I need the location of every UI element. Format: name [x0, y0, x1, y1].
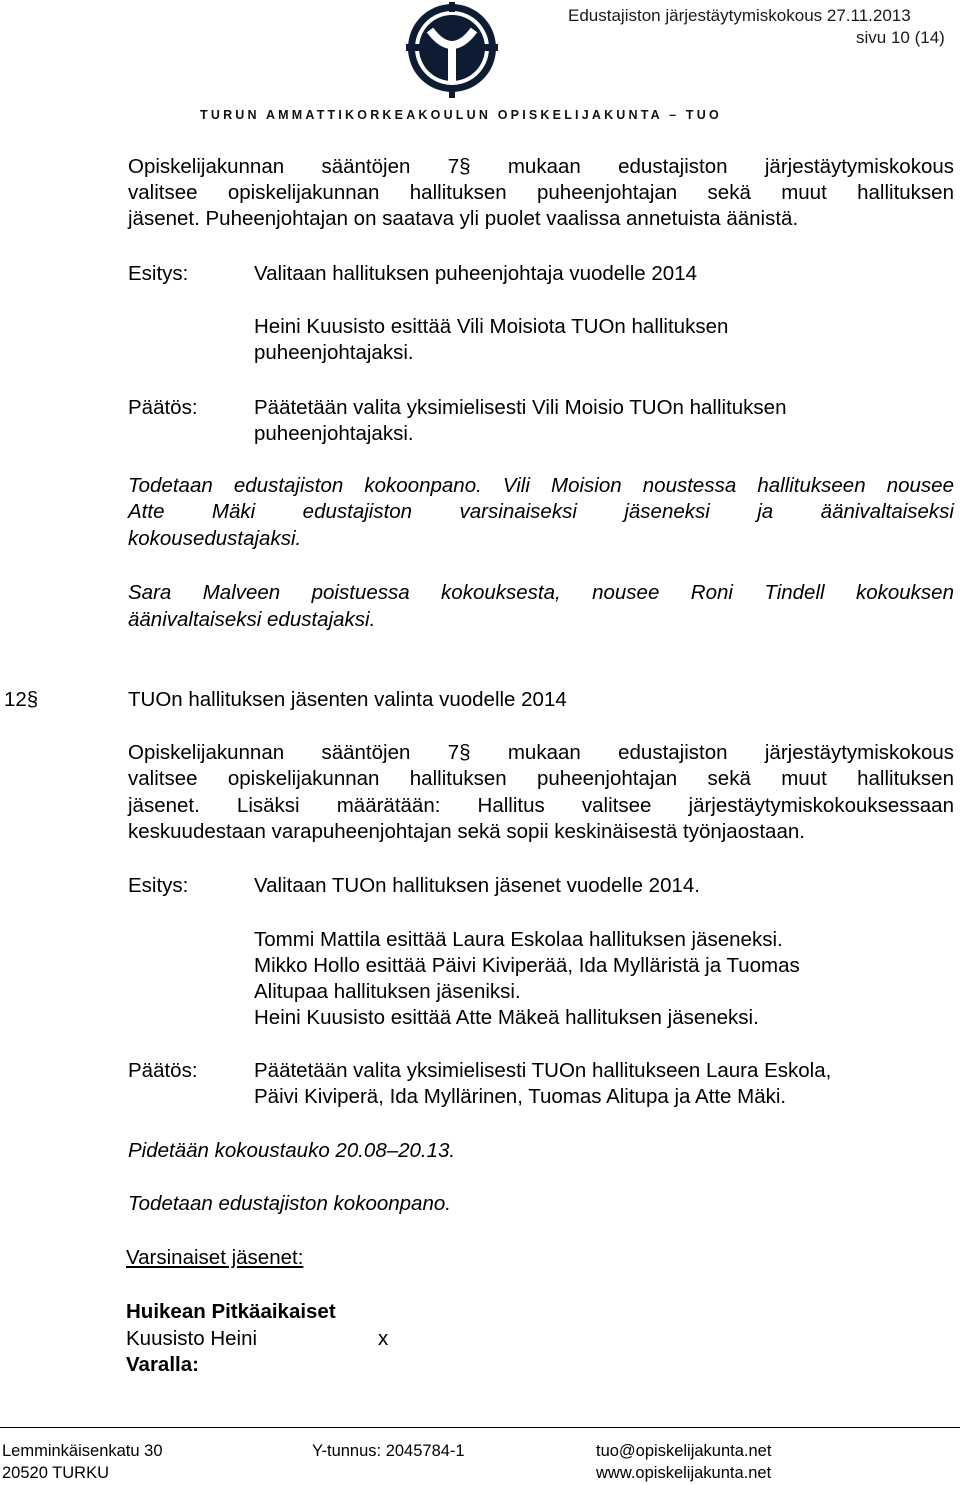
document-title: Edustajiston järjestäytymiskokous 27.11.2013: [568, 6, 911, 25]
group-name: Huikean Pitkäaikaiset: [126, 1300, 336, 1323]
substitution-note-line: Sara Malveen poistuessa kokouksesta, nousee Roni Tindell kokouksen: [128, 581, 954, 604]
section-paragraph-line: jäsenet. Lisäksi määrätään: Hallitus valitsee järjestäytymiskokouksessaan: [128, 794, 954, 817]
footer-divider: [0, 1427, 960, 1428]
esitys-nomination-line: Heini Kuusisto esittää Atte Mäkeä hallituksen jäseneksi.: [254, 1006, 759, 1029]
esitys-nomination-line: Alitupaa hallituksen jäseniksi.: [254, 980, 521, 1003]
substitution-note-line: äänivaltaiseksi edustajaksi.: [128, 608, 376, 631]
break-note: Pidetään kokoustauko 20.08–20.13.: [128, 1139, 456, 1162]
paatos-text-line: Päivi Kiviperä, Ida Myllärinen, Tuomas Alitupa ja Atte Mäki.: [254, 1085, 787, 1108]
footer-website-link[interactable]: www.opiskelijakunta.net: [596, 1464, 772, 1482]
intro-line-3: jäsenet. Puheenjohtajan on saatava yli puolet vaalissa annetuista äänistä.: [128, 207, 799, 230]
deputies-label: Varalla:: [126, 1353, 199, 1376]
section-paragraph-line: keskuudestaan varapuheenjohtajan sekä sopii keskinäisestä työnjaostaan.: [128, 820, 805, 843]
footer-address-city: 20520 TURKU: [2, 1464, 110, 1482]
esitys-nomination-line: puheenjohtajaksi.: [254, 341, 414, 364]
paatos-label: Päätös:: [128, 396, 198, 419]
member-present-mark: x: [378, 1327, 389, 1350]
page-number: sivu 10 (14): [856, 28, 945, 47]
esitys-nomination-line: Mikko Hollo esittää Päivi Kiviperää, Ida Mylläristä ja Tuomas: [254, 954, 800, 977]
esitys-nomination-line: Heini Kuusisto esittää Vili Moisiota TUOn hallituksen: [254, 315, 729, 338]
organization-name: TURUN AMMATTIKORKEAKOULUN OPISKELIJAKUNTA – TUO: [200, 108, 722, 122]
composition-note: Todetaan edustajiston kokoonpano.: [128, 1192, 451, 1215]
paatos-text-line: puheenjohtajaksi.: [254, 422, 414, 445]
footer-address-street: Lemminkäisenkatu 30: [2, 1442, 163, 1460]
section-paragraph-line: Opiskelijakunnan sääntöjen 7§ mukaan edustajiston järjestäytymiskokous: [128, 741, 954, 764]
footer-email-link[interactable]: tuo@opiskelijakunta.net: [596, 1442, 772, 1460]
paatos-label: Päätös:: [128, 1059, 198, 1082]
composition-note-line: Todetaan edustajiston kokoonpano. Vili Moision noustessa hallitukseen nousee: [128, 474, 954, 497]
paatos-text-line: Päätetään valita yksimielisesti TUOn hallitukseen Laura Eskola,: [254, 1059, 832, 1082]
paatos-text-line: Päätetään valita yksimielisesti Vili Moisio TUOn hallituksen: [254, 396, 787, 419]
composition-note-line: Atte Mäki edustajiston varsinaiseksi jäseneksi ja äänivaltaiseksi: [128, 500, 954, 523]
member-name: Kuusisto Heini: [126, 1327, 258, 1350]
esitys-nomination-line: Tommi Mattila esittää Laura Eskolaa hallituksen jäseneksi.: [254, 928, 783, 951]
intro-line-1: Opiskelijakunnan sääntöjen 7§ mukaan edustajiston järjestäytymiskokous: [128, 155, 954, 178]
section-title: TUOn hallituksen jäsenten valinta vuodelle 2014: [128, 688, 567, 711]
tuo-logo-icon: [400, 0, 504, 102]
esitys-text: Valitaan TUOn hallituksen jäsenet vuodelle 2014.: [254, 874, 700, 897]
section-number: 12§: [4, 688, 39, 711]
members-heading: Varsinaiset jäsenet:: [126, 1246, 304, 1269]
esitys-label: Esitys:: [128, 874, 189, 897]
esitys-text: Valitaan hallituksen puheenjohtaja vuodelle 2014: [254, 262, 697, 285]
esitys-label: Esitys:: [128, 262, 189, 285]
intro-line-2: valitsee opiskelijakunnan hallituksen puheenjohtajan sekä muut hallituksen: [128, 181, 954, 204]
composition-note-line: kokousedustajaksi.: [128, 527, 302, 550]
section-paragraph-line: valitsee opiskelijakunnan hallituksen puheenjohtajan sekä muut hallituksen: [128, 767, 954, 790]
footer-business-id: Y-tunnus: 2045784-1: [312, 1442, 465, 1460]
